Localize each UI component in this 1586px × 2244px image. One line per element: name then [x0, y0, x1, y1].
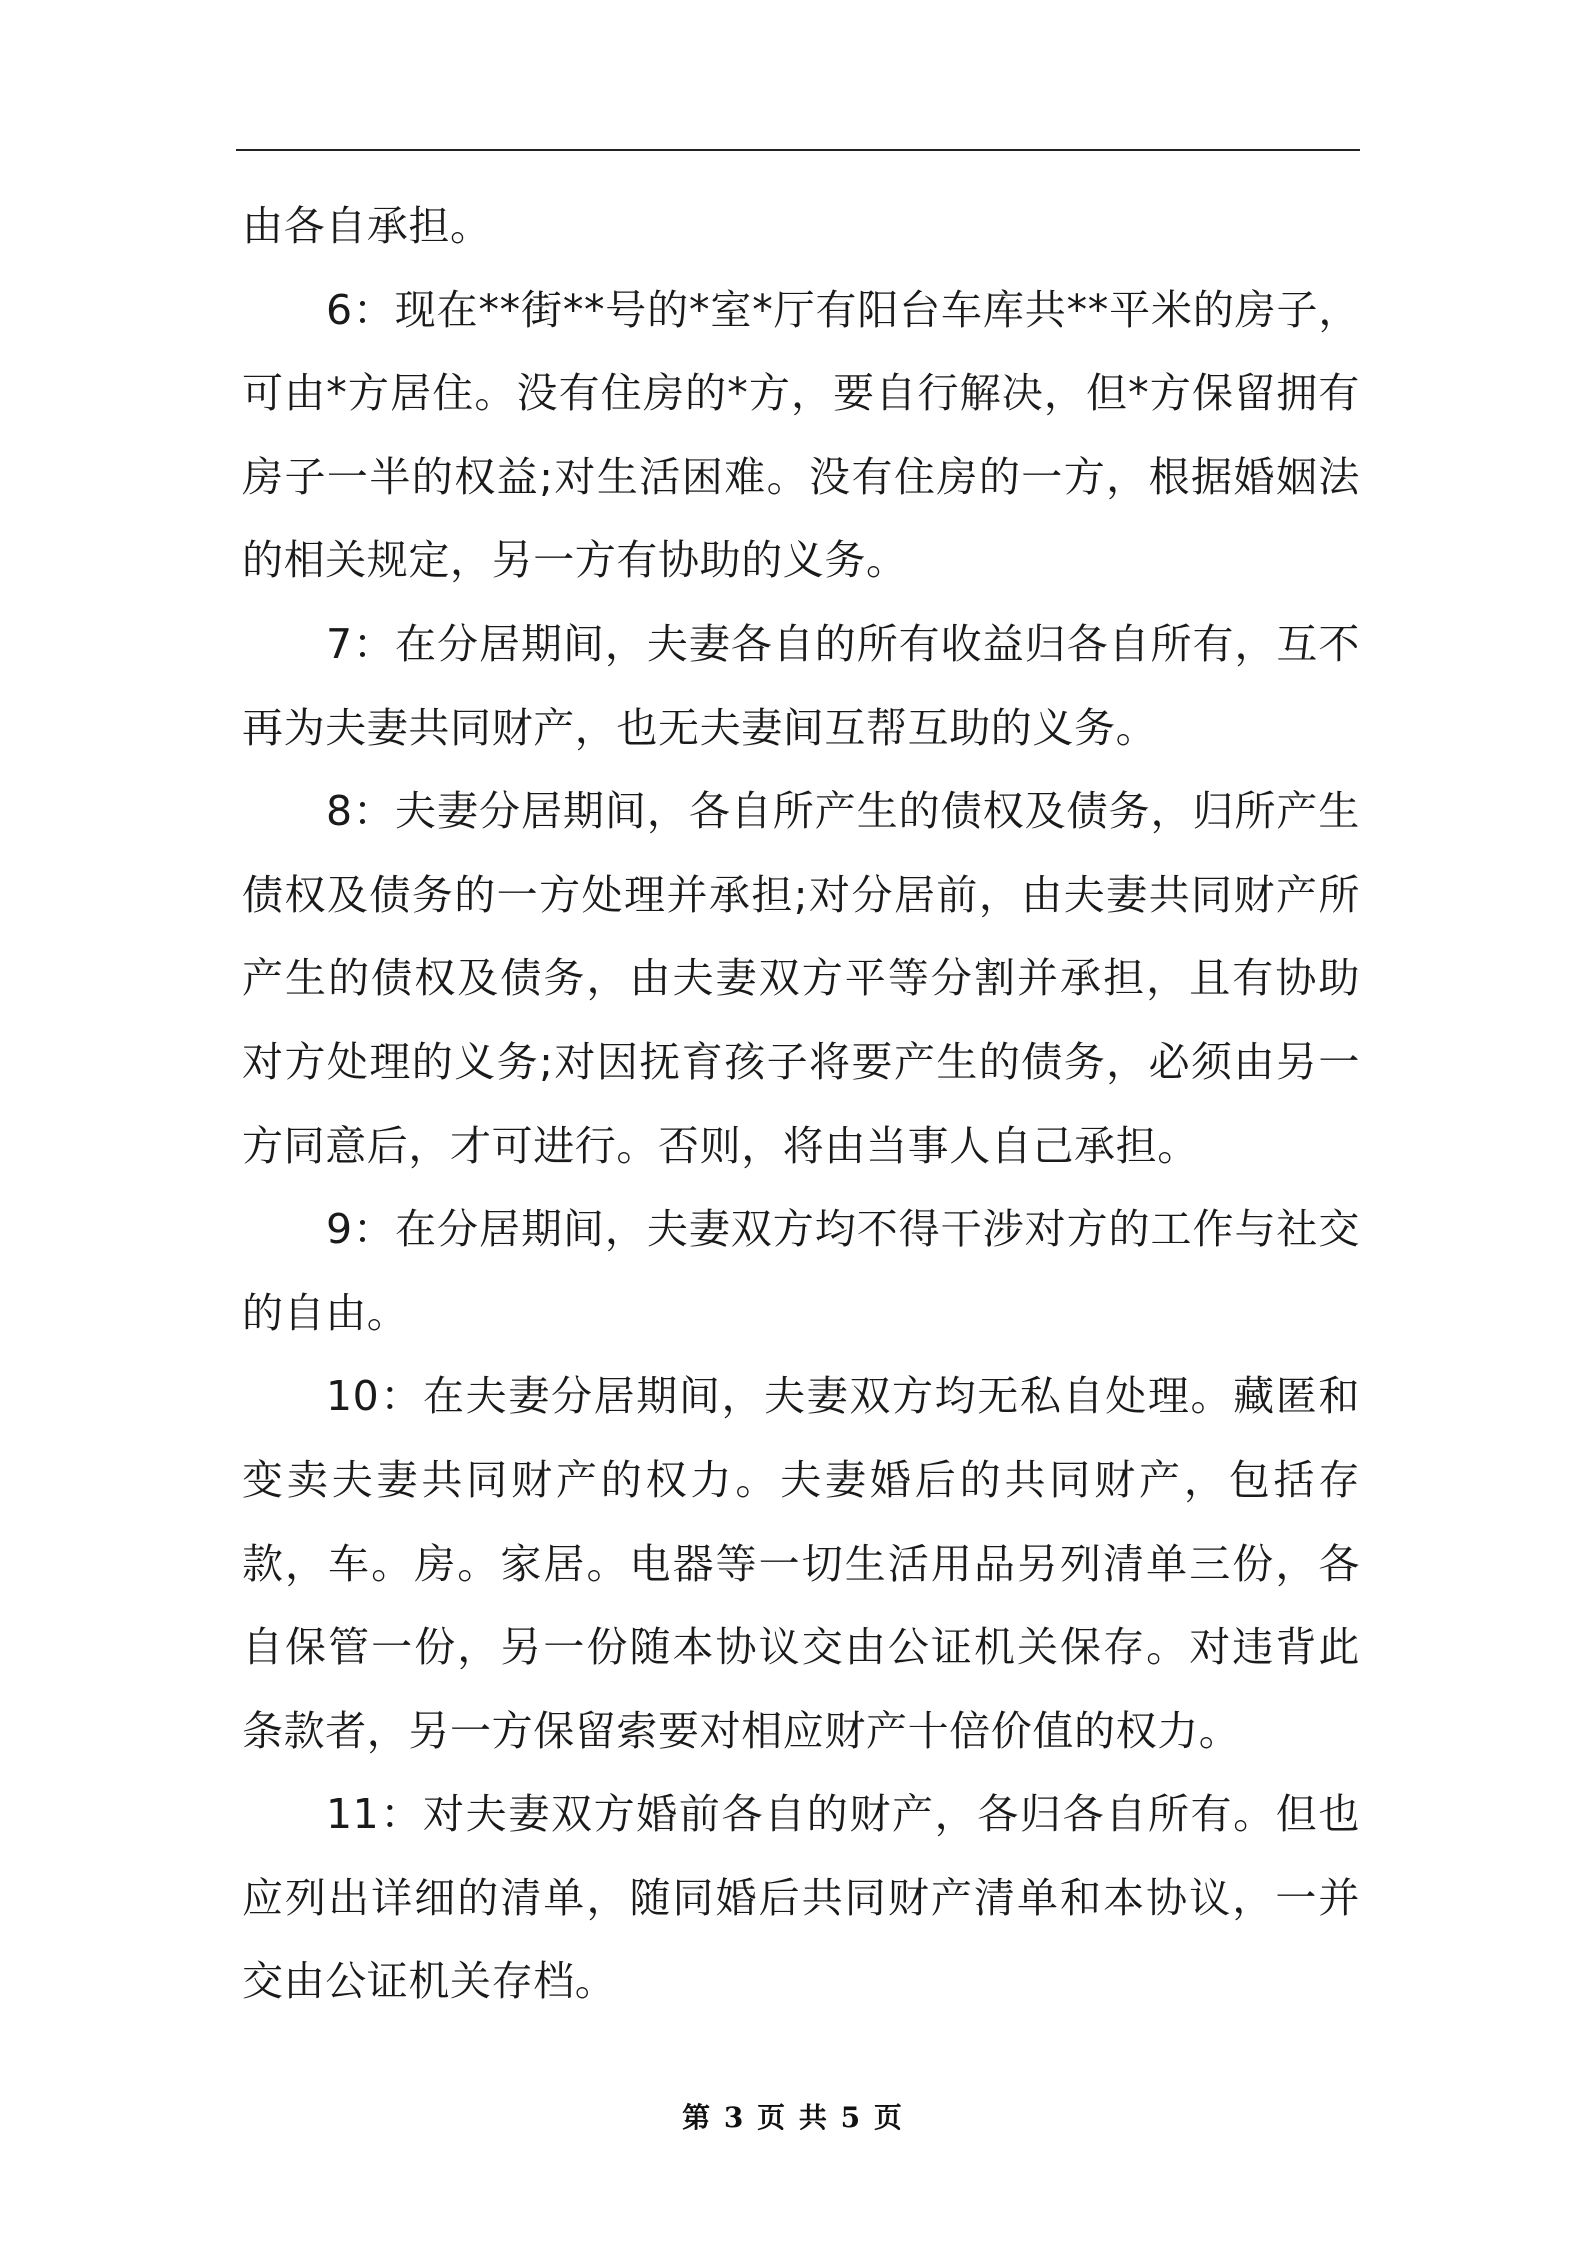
- document-body: [242, 185, 1360, 2024]
- paragraph-clause-11: 11：对夫妻双方婚前各自的财产，各归各自所有。但也应列出详细的清单，随同婚后共同财产清单和本协议，一并交由公证机关存档。: [242, 1790, 1360, 2006]
- header-divider: [236, 149, 1360, 151]
- paragraph-clause-7: 7：在分居期间，夫妻各自的所有收益归各自所有，互不再为夫妻共同财产，也无夫妻间互帮互助的义务。: [242, 619, 1360, 752]
- paragraph-clause-6: 6：现在**街**号的*室*厅有阳台车库共**平米的房子，可由*方居住。没有住房的*方，要自行解决，但*方保留拥有房子一半的权益;对生活困难。没有住房的一方，根据婚姻法的相关规定，另一方有协助的义务。: [242, 285, 1360, 585]
- paragraph-clause-9: 9：在分居期间，夫妻双方均不得干涉对方的工作与社交的自由。: [242, 1205, 1360, 1337]
- paragraph-clause-8: 8：夫妻分居期间，各自所产生的债权及债务，归所产生债权及债务的一方处理并承担;对分居前，由夫妻共同财产所产生的债权及债务，由夫妻双方平等分割并承担，且有协助对方处理的义务;对因抚育孩子将要产生的债务，必须由另一方同意后，才可进行。否则，将由当事人自己承担。: [242, 787, 1360, 1170]
- paragraph-continuation: 由各自承担。: [242, 202, 492, 250]
- paragraph-clause-10: 10：在夫妻分居期间，夫妻双方均无私自处理。藏匿和变卖夫妻共同财产的权力。夫妻婚后的共同财产，包括存款，车。房。家居。电器等一切生活用品另列清单三份，各自保管一份，另一份随本协议交由公证机关保存。对违背此条款者，另一方保留索要对相应财产十倍价值的权力。: [242, 1372, 1360, 1755]
- page-number: 第 3 页 共 5 页: [682, 2101, 904, 2134]
